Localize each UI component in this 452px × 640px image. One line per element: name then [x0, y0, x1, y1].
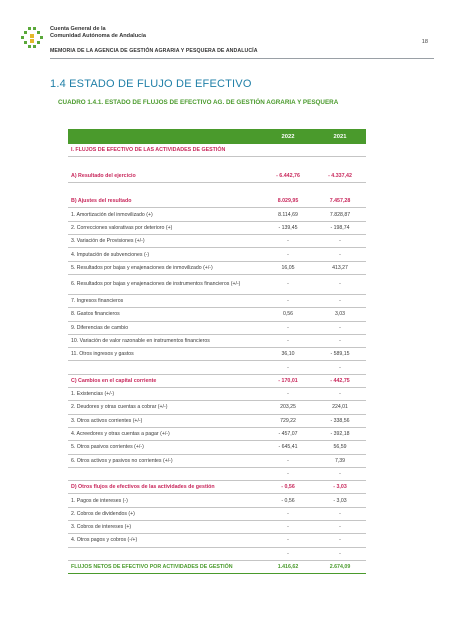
value-2022: 36,10 — [262, 348, 314, 361]
value-2021: - — [314, 534, 366, 547]
table-row — [68, 521, 366, 534]
value-2022 — [262, 144, 314, 157]
value-2022: - — [262, 248, 314, 261]
table-row — [68, 427, 366, 440]
table-row — [68, 467, 366, 480]
value-2022 — [262, 182, 314, 195]
row-label: FLUJOS NETOS DE EFECTIVO POR ACTIVIDADES DE GESTIÓN — [68, 560, 262, 573]
value-2022: - — [262, 321, 314, 334]
value-2022: - — [262, 534, 314, 547]
row-label: C) Cambios en el capital corriente — [68, 374, 262, 387]
value-2021: 3,03 — [314, 308, 366, 321]
page-number: 18 — [421, 39, 428, 45]
row-label: 3. Cobros de intereses (+) — [68, 521, 262, 534]
value-2022: 203,25 — [262, 401, 314, 414]
table-row — [68, 170, 366, 183]
row-label: 9. Diferencias de cambio — [68, 321, 262, 334]
section-title: 1.4 ESTADO DE FLUJO DE EFECTIVO — [50, 78, 252, 90]
value-2022: - — [262, 274, 314, 294]
value-2021: - — [314, 235, 366, 248]
row-label: 7. Ingresos financieros — [68, 294, 262, 307]
table-row — [68, 547, 366, 560]
value-2021: - 3,03 — [314, 494, 366, 507]
value-2021: - — [314, 294, 366, 307]
row-label: 4. Imputación de subvenciones (-) — [68, 248, 262, 261]
row-label: 1. Pagos de intereses (-) — [68, 494, 262, 507]
table-row — [68, 534, 366, 547]
value-2021: - 198,74 — [314, 221, 366, 234]
table-row — [68, 248, 366, 261]
row-label: 2. Cobros de dividendos (+) — [68, 507, 262, 520]
table-row — [68, 414, 366, 427]
value-2022: - 0,56 — [262, 481, 314, 494]
table-row — [68, 157, 366, 170]
row-label: A) Resultado del ejercicio — [68, 170, 262, 183]
value-2021: - — [314, 467, 366, 480]
value-2022: - — [262, 235, 314, 248]
value-2022: 8.114,69 — [262, 208, 314, 221]
value-2021: - — [314, 361, 366, 374]
value-2021: 7.828,87 — [314, 208, 366, 221]
value-2022: - — [262, 507, 314, 520]
value-2021: - 392,18 — [314, 427, 366, 440]
table-row — [68, 374, 366, 387]
junta-andalucia-logo-icon — [20, 26, 44, 52]
value-2021 — [314, 182, 366, 195]
row-label — [68, 157, 262, 170]
row-label: 1. Amortización del inmovilizado (+) — [68, 208, 262, 221]
value-2021: 2.674,09 — [314, 560, 366, 573]
table-title: CUADRO 1.4.1. ESTADO DE FLUJOS DE EFECTIVO AG. DE GESTIÓN AGRARIA Y PESQUERA — [58, 99, 339, 106]
table-row — [68, 507, 366, 520]
value-2022: - — [262, 454, 314, 467]
table-row — [68, 221, 366, 234]
value-2021: - 338,56 — [314, 414, 366, 427]
row-label — [68, 547, 262, 560]
value-2021: 224,01 — [314, 401, 366, 414]
organization-name: Cuenta General de la Comunidad Autónoma de Andalucía — [50, 26, 146, 39]
value-2022: - 645,41 — [262, 441, 314, 454]
table-row — [68, 294, 366, 307]
value-2022: 729,22 — [262, 414, 314, 427]
value-2021: - — [314, 388, 366, 401]
value-2021 — [314, 157, 366, 170]
table-row — [68, 361, 366, 374]
row-label: 2. Deudores y otras cuentas a cobrar (+/-) — [68, 401, 262, 414]
table-row — [68, 274, 366, 294]
value-2021: - 589,15 — [314, 348, 366, 361]
value-2021: - — [314, 547, 366, 560]
row-label: B) Ajustes del resultado — [68, 195, 262, 208]
table-row — [68, 441, 366, 454]
table-row — [68, 334, 366, 347]
column-header-2022: 2022 — [262, 129, 314, 144]
value-2022: 1.416,62 — [262, 560, 314, 573]
row-label: 3. Variación de Provisiones (+/-) — [68, 235, 262, 248]
table-row — [68, 195, 366, 208]
table-row — [68, 494, 366, 507]
row-label: D) Otros flujos de efectivos de las actividades de gestión — [68, 481, 262, 494]
row-label: 1. Existencias (+/-) — [68, 388, 262, 401]
value-2022: - — [262, 547, 314, 560]
table-row — [68, 182, 366, 195]
table-row — [68, 401, 366, 414]
row-label — [68, 361, 262, 374]
table-row — [68, 208, 366, 221]
value-2022: - — [262, 294, 314, 307]
row-label: 6. Otros activos y pasivos no corrientes (+/-) — [68, 454, 262, 467]
value-2022: - 170,01 — [262, 374, 314, 387]
value-2022: - 457,07 — [262, 427, 314, 440]
table-row — [68, 308, 366, 321]
value-2022: - — [262, 388, 314, 401]
value-2022 — [262, 157, 314, 170]
cash-flow-table — [68, 129, 366, 574]
row-label: 4. Acreedores y otras cuentas a pagar (+/-) — [68, 427, 262, 440]
row-label: 8. Gastos financieros — [68, 308, 262, 321]
table-header-row — [68, 129, 366, 144]
value-2021: - 3,03 — [314, 481, 366, 494]
value-2021: - — [314, 521, 366, 534]
table-row — [68, 261, 366, 274]
table-row — [68, 144, 366, 157]
value-2021: - 442,75 — [314, 374, 366, 387]
value-2021: - — [314, 334, 366, 347]
row-label: 6. Resultados por bajas y enajenaciones de instrumentos financieros (+/-) — [68, 274, 262, 294]
column-header-2021: 2021 — [314, 129, 366, 144]
value-2021: - — [314, 248, 366, 261]
value-2022: - — [262, 334, 314, 347]
value-2021: 413,27 — [314, 261, 366, 274]
memoria-title: MEMORIA DE LA AGENCIA DE GESTIÓN AGRARIA Y PESQUERA DE ANDALUCÍA — [50, 48, 258, 54]
row-label — [68, 182, 262, 195]
value-2022: 0,56 — [262, 308, 314, 321]
value-2022: - 0,56 — [262, 494, 314, 507]
table-row — [68, 348, 366, 361]
table-row — [68, 560, 366, 573]
row-label — [68, 467, 262, 480]
value-2022: 8.029,95 — [262, 195, 314, 208]
row-label: 4. Otros pagos y cobros (-/+) — [68, 534, 262, 547]
value-2021: 56,59 — [314, 441, 366, 454]
row-label: 10. Variación de valor razonable en instrumentos financieros — [68, 334, 262, 347]
row-label: 5. Resultados por bajas y enajenaciones de inmovilizado (+/-) — [68, 261, 262, 274]
value-2021: - 4.337,42 — [314, 170, 366, 183]
table-row — [68, 454, 366, 467]
value-2021: - — [314, 274, 366, 294]
table-row — [68, 388, 366, 401]
table-row — [68, 235, 366, 248]
value-2022: - — [262, 361, 314, 374]
row-label: 11. Otros ingresos y gastos — [68, 348, 262, 361]
value-2021: - — [314, 321, 366, 334]
row-label: 3. Otros activos corrientes (+/-) — [68, 414, 262, 427]
table-row — [68, 481, 366, 494]
value-2022: - — [262, 467, 314, 480]
value-2021: 7.457,28 — [314, 195, 366, 208]
value-2022: - — [262, 521, 314, 534]
table-row — [68, 321, 366, 334]
value-2022: - 6.442,76 — [262, 170, 314, 183]
value-2021: 7,39 — [314, 454, 366, 467]
value-2022: - 139,45 — [262, 221, 314, 234]
row-label: I. FLUJOS DE EFECTIVO DE LAS ACTIVIDADES DE GESTIÓN — [68, 144, 262, 157]
row-label: 5. Otros pasivos corrientes (+/-) — [68, 441, 262, 454]
value-2021: - — [314, 507, 366, 520]
header-divider — [50, 58, 434, 59]
value-2022: 16,05 — [262, 261, 314, 274]
row-label: 2. Correcciones valorativas por deterioro (+) — [68, 221, 262, 234]
value-2021 — [314, 144, 366, 157]
